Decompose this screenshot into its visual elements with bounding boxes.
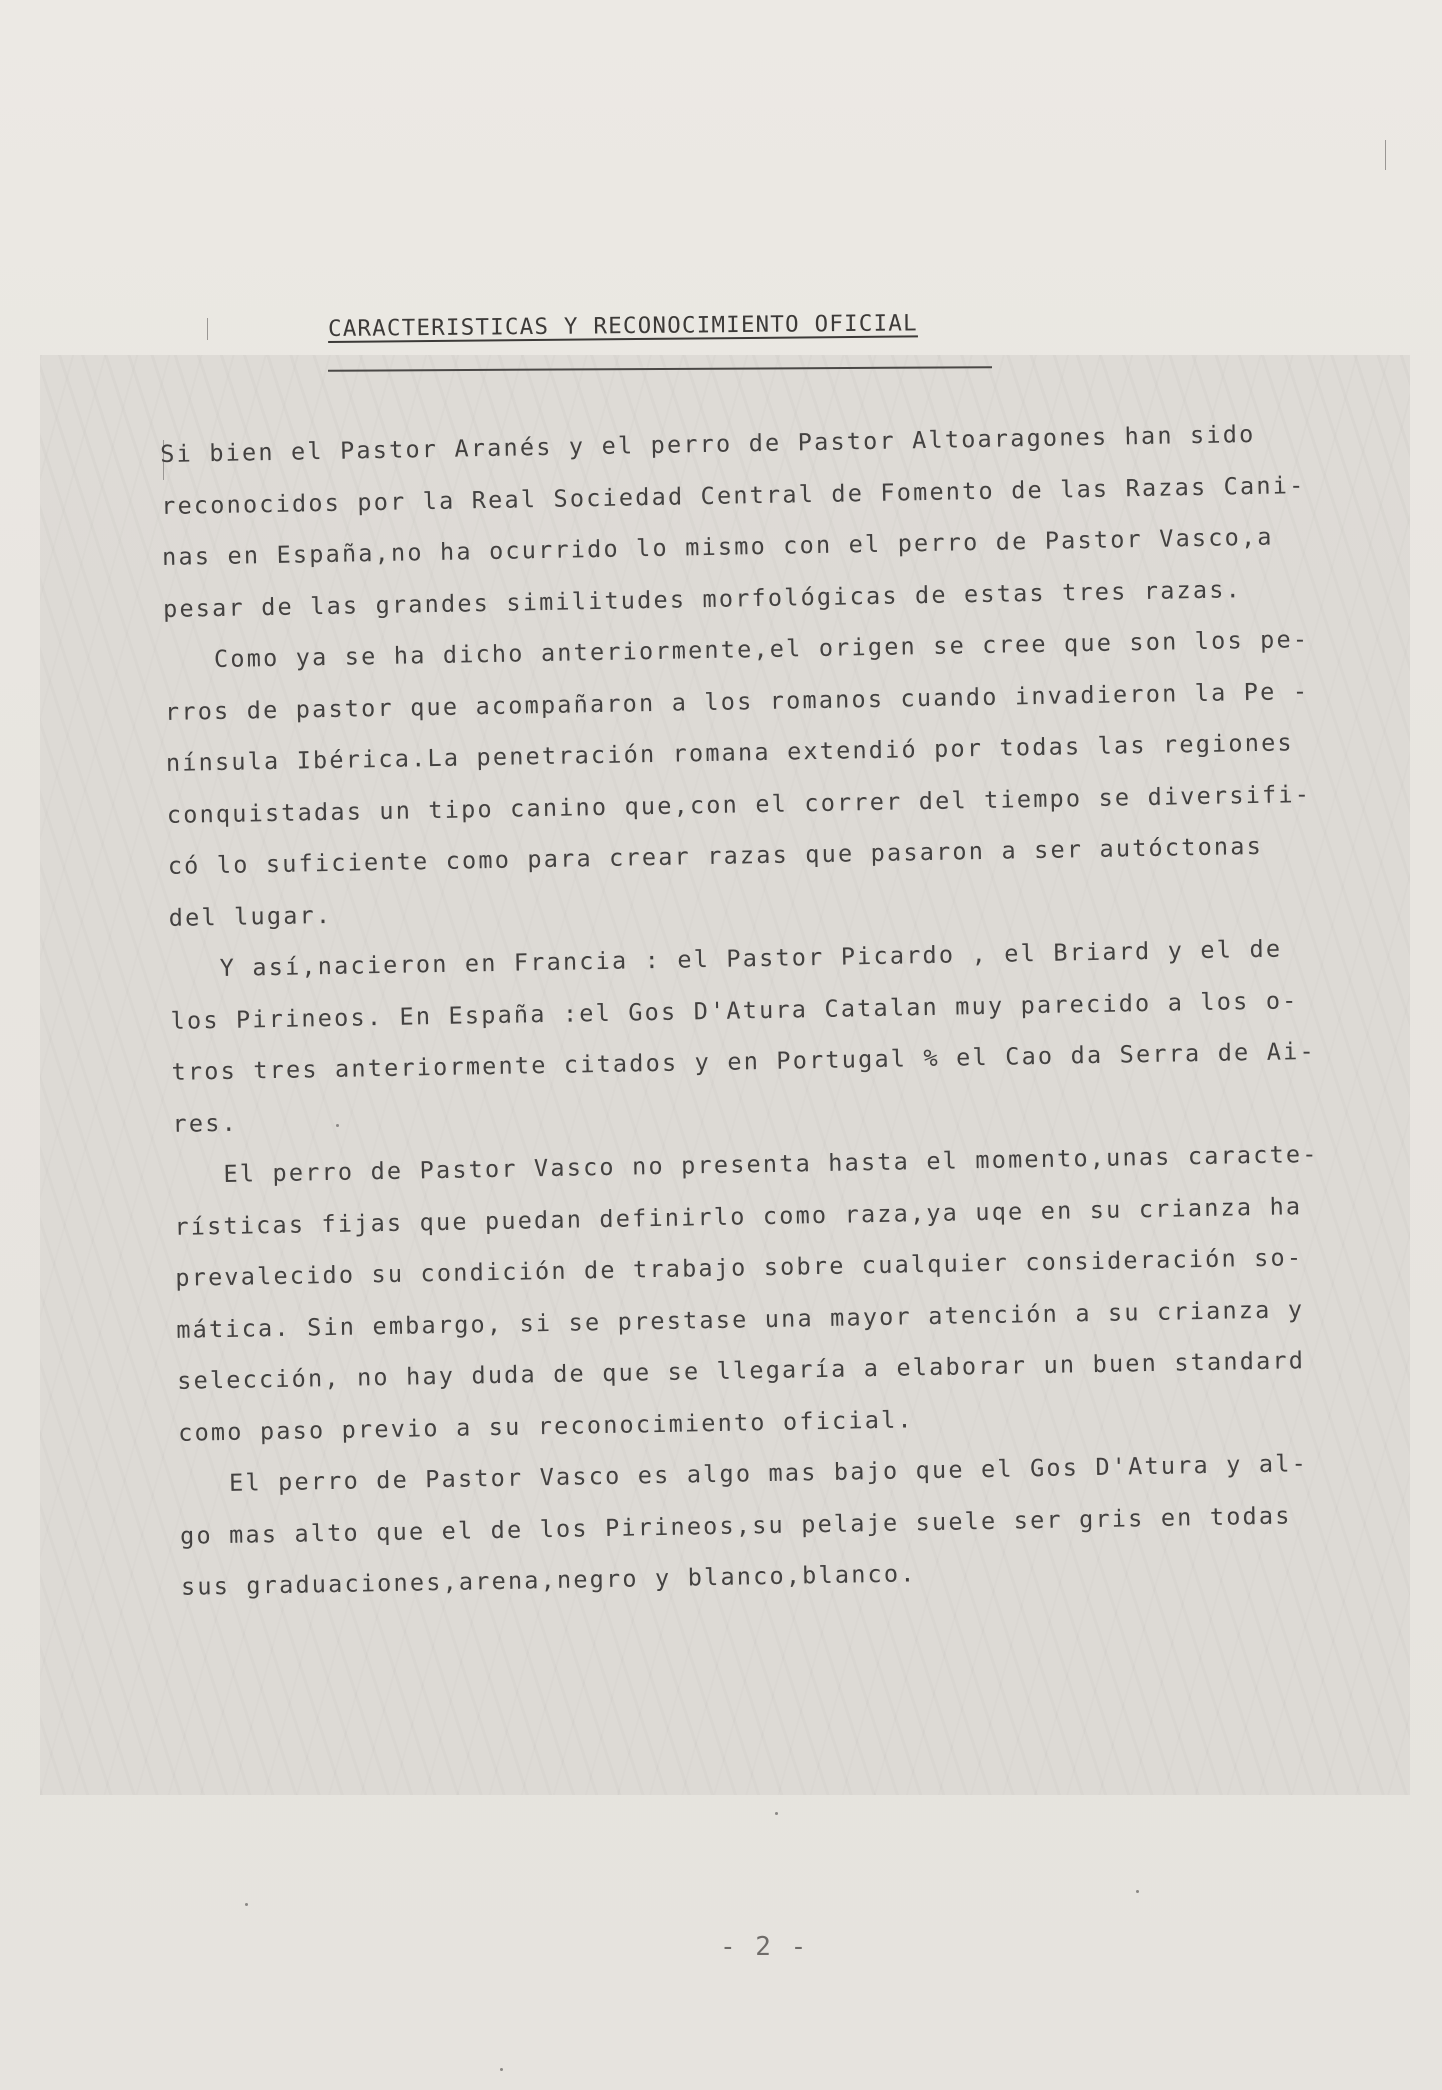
text-line: El perro de Pastor Vasco no presenta hasta el momento,unas caracte-	[223, 1139, 1319, 1188]
page-number: - 2 -	[720, 1932, 809, 1962]
text-line: conquistadas un tipo canino que,con el correr del tiempo se diversifi-	[166, 779, 1312, 829]
margin-mark	[207, 318, 208, 340]
text-line: rísticas fijas que puedan definirlo como raza,ya uqe en su crianza ha	[174, 1191, 1303, 1241]
title-block	[327, 310, 992, 342]
text-line: del lugar.	[168, 900, 333, 932]
text-line: Y así,nacieron en Francia : el Pastor Picardo , el Briard y el de	[219, 934, 1283, 982]
text-line: Si bien el Pastor Aranés y el perro de Pastor Altoaragones han sido	[160, 419, 1256, 468]
text-line: pesar de las grandes similitudes morfológicas de estas tres razas.	[162, 574, 1243, 623]
text-line: tros tres anteriormente citados y en Portugal % el Cao da Serra de Ai-	[171, 1036, 1317, 1086]
body-text	[160, 419, 1319, 1625]
page-title: CARACTERISTICAS Y RECONOCIMIENTO OFICIAL	[327, 310, 918, 342]
text-line: Como ya se ha dicho anteriormente,el origen se cree que son los pe-	[213, 624, 1310, 674]
text-line: nas en España,no ha ocurrido lo mismo con el perro de Pastor Vasco,a	[161, 522, 1274, 571]
text-line: có lo suficiente como para crear razas que pasaron a ser autóctonas	[167, 831, 1264, 880]
text-line: nínsula Ibérica.La penetración romana extendió por todas las regiones	[165, 728, 1295, 777]
text-line: El perro de Pastor Vasco es algo mas bajo que el Gos D'Atura y al-	[228, 1449, 1309, 1497]
margin-mark	[1385, 140, 1386, 170]
text-line: res.	[172, 1108, 239, 1138]
ink-speck	[775, 1812, 778, 1815]
ink-speck	[500, 2068, 503, 2071]
ink-speck	[336, 1124, 339, 1127]
ink-speck	[245, 1903, 248, 1906]
text-line: go mas alto que el de los Pirineos,su pelaje suele ser gris en todas	[179, 1500, 1292, 1550]
text-line: rros de pastor que acompañaron a los romanos cuando invadieron la Pe -	[164, 676, 1310, 726]
text-line: sus graduaciones,arena,negro y blanco,blanco.	[180, 1559, 917, 1601]
text-line: mática. Sin embargo, si se prestase una mayor atención a su crianza y	[176, 1294, 1305, 1344]
text-line: como paso previo a su reconocimiento oficial.	[177, 1404, 914, 1447]
text-line: selección, no hay duda de que se llegaría a elaborar un buen standard	[176, 1346, 1306, 1395]
text-line: reconocidos por la Real Sociedad Central de Fomento de las Razas Cani-	[160, 470, 1306, 520]
text-line: prevalecido su condición de trabajo sobre cualquier consideración so-	[175, 1243, 1304, 1292]
ink-speck	[1136, 1890, 1139, 1893]
text-line: los Pirineos. En España :el Gos D'Atura Catalan muy parecido a los o-	[170, 985, 1299, 1035]
